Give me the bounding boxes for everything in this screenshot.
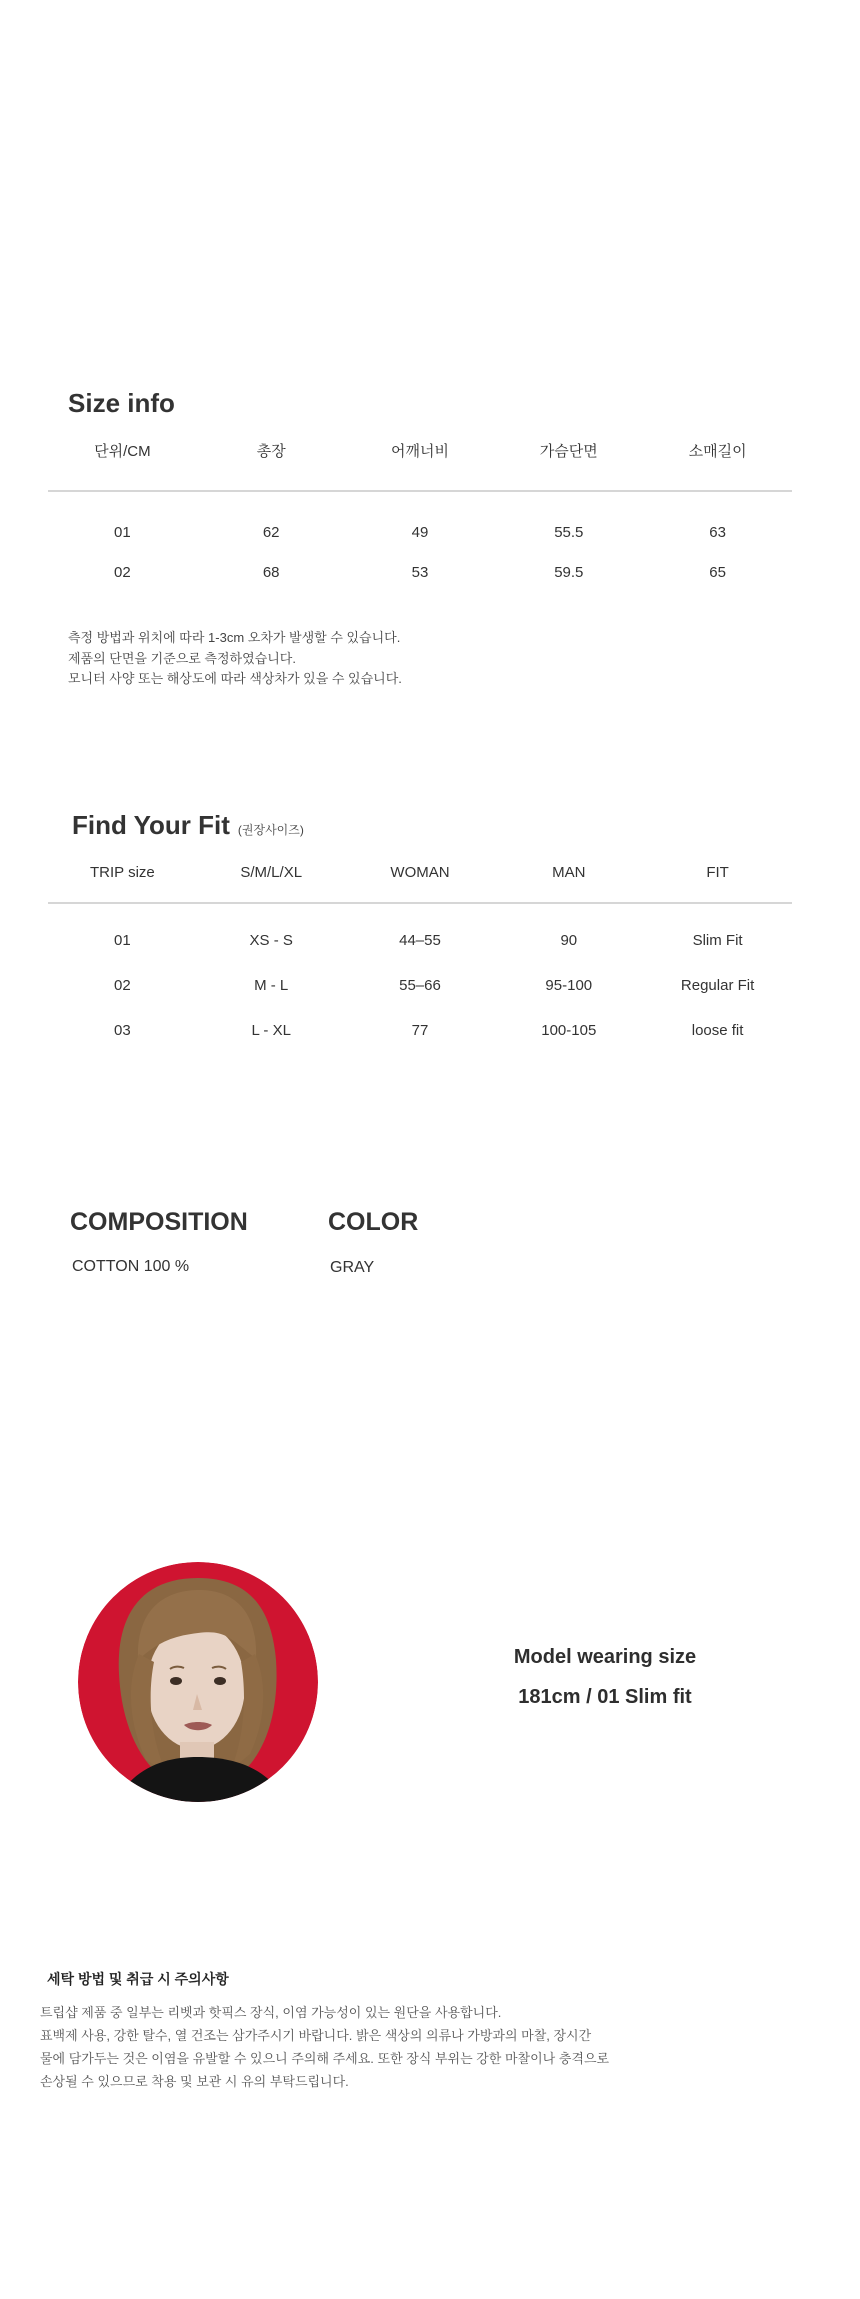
size-info-table bbox=[48, 442, 792, 584]
table-cell: 03 bbox=[114, 1022, 131, 1039]
composition-value: COTTON 100 % bbox=[72, 1258, 190, 1275]
table-cell: 01 bbox=[114, 524, 131, 541]
table-cell: 55.5 bbox=[554, 524, 584, 541]
find-your-fit-title bbox=[72, 810, 304, 841]
table-cell: Slim Fit bbox=[692, 932, 743, 949]
table-divider bbox=[48, 902, 792, 904]
fit-table bbox=[48, 863, 792, 1042]
model-portrait-illustration bbox=[78, 1562, 318, 1802]
table-header: WOMAN bbox=[390, 864, 450, 881]
table-header: 가슴단면 bbox=[539, 443, 598, 460]
table-header: FIT bbox=[706, 864, 729, 881]
note-line: 모니터 사양 또는 해상도에 따라 색상차가 있을 수 있습니다. bbox=[68, 671, 402, 686]
table-cell: L - XL bbox=[251, 1022, 291, 1039]
table-row bbox=[48, 975, 792, 997]
table-header: MAN bbox=[552, 864, 586, 881]
table-row bbox=[48, 522, 792, 544]
table-divider bbox=[48, 490, 792, 492]
table-cell: Regular Fit bbox=[680, 977, 755, 994]
model-photo bbox=[78, 1562, 318, 1802]
size-info-title: Size info bbox=[68, 387, 175, 418]
table-cell: 53 bbox=[411, 564, 429, 581]
composition-title: COMPOSITION bbox=[70, 1208, 248, 1236]
table-header: S/M/L/XL bbox=[240, 864, 303, 881]
table-row bbox=[48, 1020, 792, 1042]
note-line: 제품의 단면을 기준으로 측정하였습니다. bbox=[68, 650, 296, 666]
table-cell: 77 bbox=[411, 1022, 429, 1039]
table-header: 총장 bbox=[256, 443, 286, 460]
care-instructions-title: 세탁 방법 및 취급 시 주의사항 bbox=[47, 1971, 229, 1987]
fit-title-subtitle: (권장사이즈) bbox=[237, 822, 304, 837]
color-title: COLOR bbox=[328, 1208, 419, 1236]
table-cell: M - L bbox=[254, 977, 289, 994]
size-info-table-header-row bbox=[48, 442, 792, 462]
table-cell: 90 bbox=[560, 932, 578, 949]
measurement-notes bbox=[68, 628, 402, 690]
care-line: 표백제 사용, 강한 탈수, 열 건조는 삼가주시기 바랍니다. 밝은 색상의 의류나 가방과의 마찰, 장시간 bbox=[40, 2028, 592, 2043]
model-wearing-label: Model wearing size bbox=[513, 1646, 697, 1668]
table-header: 소매길이 bbox=[688, 443, 747, 460]
table-header: TRIP size bbox=[90, 864, 155, 881]
table-cell: 62 bbox=[262, 524, 280, 541]
table-cell: 49 bbox=[411, 524, 429, 541]
table-cell: 01 bbox=[114, 932, 131, 949]
table-row bbox=[48, 930, 792, 952]
table-cell: 63 bbox=[709, 524, 726, 541]
table-cell: 02 bbox=[114, 977, 131, 994]
table-header: 단위/CM bbox=[94, 443, 151, 460]
table-cell: loose fit bbox=[691, 1022, 744, 1039]
care-line: 손상될 수 있으므로 착용 및 보관 시 유의 부탁드립니다. bbox=[40, 2074, 349, 2089]
table-cell: 44–55 bbox=[399, 932, 441, 949]
model-wearing-size: 181cm / 01 Slim fit bbox=[518, 1686, 692, 1708]
table-cell: 95-100 bbox=[545, 977, 593, 994]
table-row bbox=[48, 562, 792, 584]
care-instructions-body bbox=[40, 2001, 609, 2093]
table-cell: 65 bbox=[709, 564, 726, 581]
table-cell: XS - S bbox=[249, 932, 293, 949]
model-wearing-info bbox=[440, 1646, 770, 1709]
care-line: 물에 담가두는 것은 이염을 유발할 수 있으니 주의해 주세요. 또한 장식 부위는 강한 마찰이나 충격으로 bbox=[40, 2051, 610, 2066]
table-header: 어깨너비 bbox=[391, 443, 449, 460]
fit-table-header-row bbox=[48, 863, 792, 883]
care-line: 트립샵 제품 중 일부는 리벳과 핫픽스 장식, 이염 가능성이 있는 원단을 사용합니다. bbox=[40, 2005, 502, 2020]
table-cell: 68 bbox=[262, 564, 280, 581]
note-line: 측정 방법과 위치에 따라 1-3cm 오차가 발생할 수 있습니다. bbox=[68, 630, 401, 645]
table-cell: 55–66 bbox=[399, 977, 441, 994]
table-cell: 02 bbox=[114, 564, 131, 581]
color-value: GRAY bbox=[330, 1259, 375, 1276]
table-cell: 100-105 bbox=[541, 1022, 597, 1039]
fit-title-text: Find Your Fit bbox=[72, 809, 230, 840]
table-cell: 59.5 bbox=[554, 564, 584, 581]
